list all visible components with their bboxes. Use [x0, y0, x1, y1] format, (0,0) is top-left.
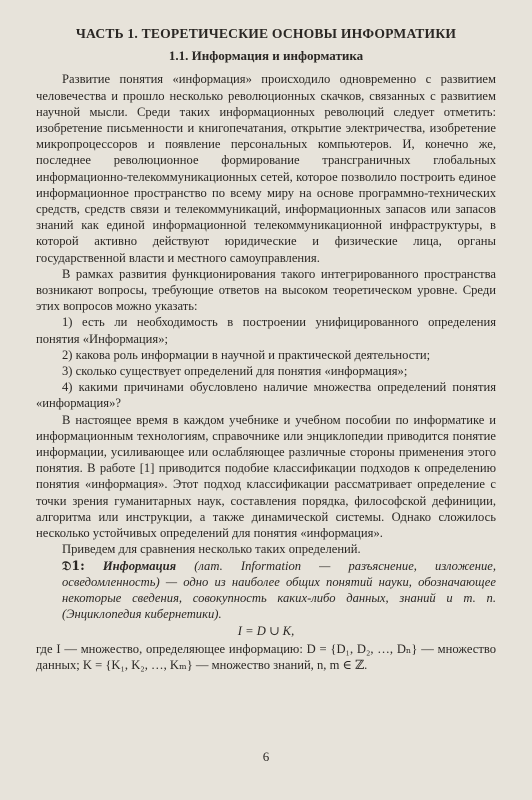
list-item: 3) сколько существует определений для понятия «информация»;: [62, 364, 408, 379]
section-title: 1.1. Информация и информатика: [168, 48, 364, 64]
paragraph-3: В настоящее время в каждом учебнике и учебном пособии по информатике и информационным технологиям, справочнике или энциклопедии приводится понятие информации, усиливающее или ослабляющее различные стороны применения этого понятия. В работе [1] приводится подобие классификации подходов к определению понятия «информация». Этот подход классификации рассматривает определение с точки зрения гуманитарных наук, составления порядка, философской дефиниции, алгоритма или инструкции, а также динамической системы. Однако сложилось несколько устойчивых определений для понятия «информация».: [36, 412, 496, 541]
definition-term: Информация: [102, 558, 177, 573]
paragraph-1: Развитие понятия «информация» происходило одновременно с развитием человечества и прошло несколько революционных скачков, связанных с развитием научной мысли. Среди таких информационных революций следует отметить: изобретение письменности и книгопечатания, открытие электричества, изобретение микропроцессоров и появление персональных компьютеров. И, конечно же, последнее революционное формирование трансграничных глобальных информационно-телекоммуникационных сетей, которое позволило построить единое информационное пространство по всему миру на основе программно-технических средств, средств связи и телекоммуникаций, информационных запасов или запасов знаний как единой информационной телекоммуникационной инфраструктуры, в которой активно действуют юридические и физические лица, органы государственной власти и местного самоуправления.: [36, 72, 496, 265]
formula: I = D ∪ K,: [237, 624, 295, 639]
list-item: 1) есть ли необходимость в построении унифицированного определения понятия «Информация»;: [36, 315, 496, 346]
formula-explanation: где I — множество, определяющее информацию: D = {D₁, D₂, …, Dₙ} — множество данных; K = {K₁, K₂, …, Kₘ} — множество знаний, n, m ∈ ℤ.: [36, 641, 496, 672]
part-title: ЧАСТЬ 1. ТЕОРЕТИЧЕСКИЕ ОСНОВЫ ИНФОРМАТИКИ: [75, 26, 457, 41]
page-number: 6: [262, 749, 270, 764]
paragraph-2: В рамках развития функционирования такого интегрированного пространства возникают вопросы, требующие ответов на высоком теоретическом уровне. Среди этих вопросов можно указать:: [36, 266, 496, 314]
definition-text: (лат. Information — разъяснение, изложение, осведомленность) — одно из наиболее общих понятий науки, обозначающее некоторые сведения, совокупность каких-либо данных, знаний и т. п. (Энциклопедия кибернетики).: [62, 558, 496, 622]
paragraph-4: Приведем для сравнения несколько таких определений.: [62, 542, 361, 557]
definition-label: 𝔇1:: [62, 557, 85, 573]
list-item: 2) какова роль информации в научной и практической деятельности;: [62, 347, 431, 362]
definition-d1: [62, 558, 496, 623]
list-item: 4) какими причинами обусловлено наличие множества определений понятия «информация»?: [36, 380, 496, 411]
